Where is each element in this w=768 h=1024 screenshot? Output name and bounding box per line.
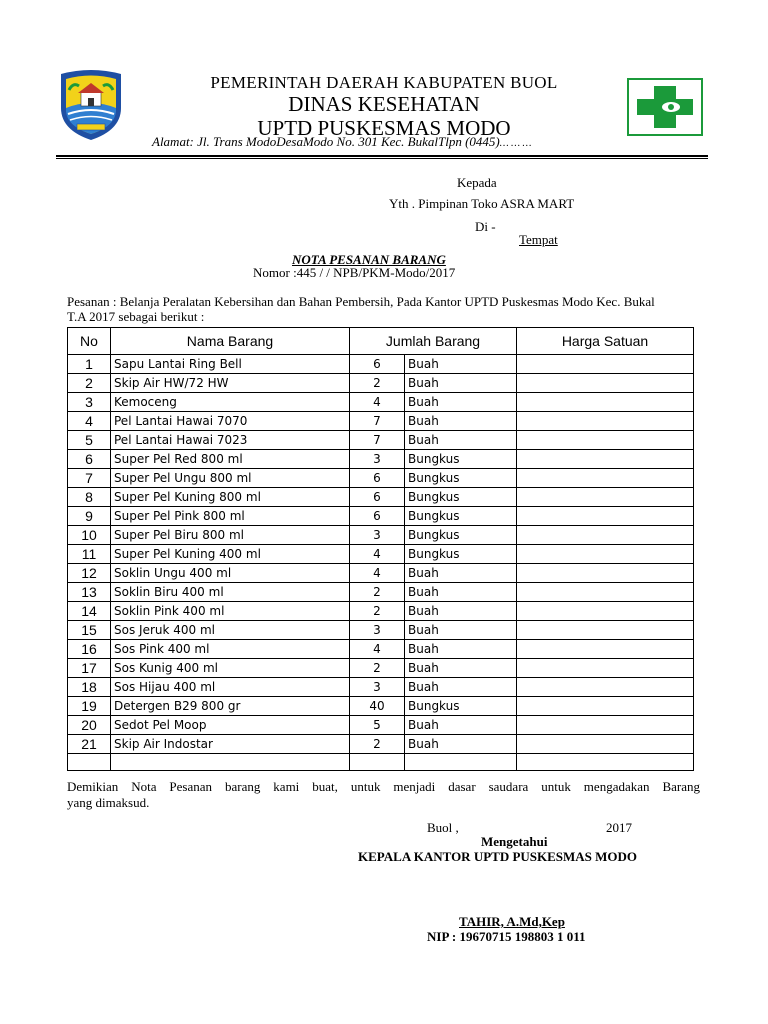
item-name: Super Pel Red 800 ml (111, 450, 350, 469)
item-name: Skip Air HW/72 HW (111, 374, 350, 393)
closing-paragraph (67, 779, 700, 811)
item-price (517, 488, 694, 507)
header-jumlah-barang: Jumlah Barang (350, 328, 517, 355)
header-harga-satuan: Harga Satuan (517, 328, 694, 355)
table-row (68, 697, 694, 716)
item-qty: 3 (350, 621, 405, 640)
item-name: Sos Jeruk 400 ml (111, 621, 350, 640)
table-row (68, 659, 694, 678)
item-unit: Buah (405, 716, 517, 735)
item-name: Soklin Ungu 400 ml (111, 564, 350, 583)
item-unit: Buah (405, 678, 517, 697)
item-qty: 2 (350, 374, 405, 393)
item-price (517, 583, 694, 602)
item-unit: Buah (405, 412, 517, 431)
item-qty: 2 (350, 583, 405, 602)
item-price (517, 545, 694, 564)
table-row (68, 355, 694, 374)
item-name: Sedot Pel Moop (111, 716, 350, 735)
item-price (517, 697, 694, 716)
table-row (68, 678, 694, 697)
header-no: No (68, 328, 111, 355)
item-unit: Bungkus (405, 469, 517, 488)
item-qty: 4 (350, 393, 405, 412)
table-row (68, 507, 694, 526)
item-no: 14 (68, 602, 111, 621)
item-name: Sos Pink 400 ml (111, 640, 350, 659)
item-qty: 5 (350, 716, 405, 735)
document-number: Nomor :445 / / NPB/PKM-Modo/2017 (253, 265, 456, 280)
item-no: 5 (68, 431, 111, 450)
header-address (152, 134, 531, 150)
table-row (68, 488, 694, 507)
item-no: 10 (68, 526, 111, 545)
item-no: 13 (68, 583, 111, 602)
item-qty: 2 (350, 735, 405, 754)
header-rule-thick (56, 155, 708, 157)
item-no: 8 (68, 488, 111, 507)
item-unit: Buah (405, 640, 517, 659)
item-price (517, 526, 694, 545)
item-unit: Buah (405, 393, 517, 412)
item-name: Super Pel Biru 800 ml (111, 526, 350, 545)
table-row (68, 412, 694, 431)
item-no: 11 (68, 545, 111, 564)
table-row (68, 393, 694, 412)
item-no: 6 (68, 450, 111, 469)
item-no: 1 (68, 355, 111, 374)
item-price (517, 431, 694, 450)
kepada-label: Kepada (457, 175, 497, 190)
tempat-text: Tempat (519, 232, 558, 247)
item-unit: Buah (405, 621, 517, 640)
table-row (68, 469, 694, 488)
table-row (68, 431, 694, 450)
item-no: 17 (68, 659, 111, 678)
item-price (517, 393, 694, 412)
item-qty: 3 (350, 526, 405, 545)
item-unit: Buah (405, 355, 517, 374)
item-unit: Bungkus (405, 526, 517, 545)
item-price (517, 716, 694, 735)
item-unit: Buah (405, 735, 517, 754)
item-name: Pel Lantai Hawai 7023 (111, 431, 350, 450)
header-government: PEMERINTAH DAERAH KABUPATEN BUOL (210, 73, 558, 92)
item-unit: Bungkus (405, 488, 517, 507)
item-price (517, 621, 694, 640)
item-unit: Bungkus (405, 545, 517, 564)
item-unit: Buah (405, 374, 517, 393)
item-price (517, 507, 694, 526)
empty-cell (68, 754, 111, 771)
item-price (517, 450, 694, 469)
item-qty: 4 (350, 564, 405, 583)
item-no: 15 (68, 621, 111, 640)
item-qty: 3 (350, 678, 405, 697)
item-price (517, 374, 694, 393)
item-price (517, 412, 694, 431)
signature-place: Buol , (427, 820, 459, 835)
table-row (68, 602, 694, 621)
item-unit: Bungkus (405, 507, 517, 526)
header-rule-thin (56, 158, 708, 159)
table-row (68, 564, 694, 583)
item-name: Detergen B29 800 gr (111, 697, 350, 716)
item-no: 3 (68, 393, 111, 412)
header-department: DINAS KESEHATAN (288, 92, 480, 116)
signature-nip: NIP : 19670715 198803 1 011 (427, 929, 586, 944)
table-row (68, 640, 694, 659)
item-name: Sos Hijau 400 ml (111, 678, 350, 697)
items-table (67, 327, 694, 771)
item-price (517, 678, 694, 697)
item-qty: 6 (350, 355, 405, 374)
table-header-row (68, 328, 694, 355)
item-qty: 3 (350, 450, 405, 469)
table-row (68, 526, 694, 545)
item-price (517, 355, 694, 374)
item-name: Sapu Lantai Ring Bell (111, 355, 350, 374)
item-price (517, 659, 694, 678)
item-price (517, 735, 694, 754)
item-no: 4 (68, 412, 111, 431)
item-no: 16 (68, 640, 111, 659)
empty-cell (111, 754, 350, 771)
item-name: Skip Air Indostar (111, 735, 350, 754)
table-row (68, 545, 694, 564)
item-qty: 6 (350, 488, 405, 507)
address-dots: … … … (499, 138, 532, 149)
item-price (517, 564, 694, 583)
item-unit: Buah (405, 564, 517, 583)
item-no: 9 (68, 507, 111, 526)
empty-cell (405, 754, 517, 771)
item-unit: Buah (405, 659, 517, 678)
table-row (68, 374, 694, 393)
item-name: Super Pel Pink 800 ml (111, 507, 350, 526)
item-qty: 6 (350, 507, 405, 526)
document-title-text: NOTA PESANAN BARANG (292, 252, 446, 267)
item-unit: Bungkus (405, 697, 517, 716)
signature-office: KEPALA KANTOR UPTD PUSKESMAS MODO (358, 849, 638, 864)
signature-year: 2017 (606, 820, 632, 835)
intro-line-2: T.A 2017 sebagai berikut : (67, 309, 205, 324)
item-name: Sos Kunig 400 ml (111, 659, 350, 678)
item-name: Kemoceng (111, 393, 350, 412)
item-name: Pel Lantai Hawai 7070 (111, 412, 350, 431)
puskesmas-cross-icon (627, 78, 703, 136)
item-qty: 40 (350, 697, 405, 716)
table-row (68, 583, 694, 602)
item-no: 18 (68, 678, 111, 697)
signature-mengetahui: Mengetahui (481, 834, 548, 849)
item-unit: Buah (405, 583, 517, 602)
item-name: Soklin Pink 400 ml (111, 602, 350, 621)
item-qty: 4 (350, 640, 405, 659)
item-qty: 4 (350, 545, 405, 564)
item-price (517, 602, 694, 621)
item-no: 12 (68, 564, 111, 583)
item-name: Super Pel Kuning 800 ml (111, 488, 350, 507)
empty-cell (517, 754, 694, 771)
table-body (68, 355, 694, 771)
di-line: Di - (475, 219, 496, 234)
item-no: 7 (68, 469, 111, 488)
item-qty: 6 (350, 469, 405, 488)
item-unit: Buah (405, 602, 517, 621)
tempat-line (519, 232, 558, 248)
address-text: Alamat: Jl. Trans ModoDesaModo No. 301 Kec. BukalTlpn (0445) (152, 134, 500, 149)
signature-name (459, 914, 565, 930)
item-unit: Bungkus (405, 450, 517, 469)
table-row-empty (68, 754, 694, 771)
item-name: Super Pel Kuning 400 ml (111, 545, 350, 564)
item-no: 2 (68, 374, 111, 393)
item-qty: 7 (350, 412, 405, 431)
item-no: 19 (68, 697, 111, 716)
closing-line-1: Demikian Nota Pesanan barang kami buat, untuk menjadi dasar saudara untuk mengadakan Barang (67, 779, 700, 794)
closing-line-2: yang dimaksud. (67, 795, 150, 810)
table-row (68, 716, 694, 735)
item-name: Soklin Biru 400 ml (111, 583, 350, 602)
empty-cell (350, 754, 405, 771)
buol-regency-emblem-icon (57, 68, 125, 142)
recipient-line: Yth . Pimpinan Toko ASRA MART (389, 196, 575, 211)
item-qty: 2 (350, 659, 405, 678)
item-qty: 7 (350, 431, 405, 450)
table-row (68, 621, 694, 640)
item-no: 21 (68, 735, 111, 754)
header-office: UPTD PUSKESMAS MODO (257, 116, 511, 140)
item-name: Super Pel Ungu 800 ml (111, 469, 350, 488)
item-no: 20 (68, 716, 111, 735)
item-price (517, 640, 694, 659)
item-price (517, 469, 694, 488)
intro-line-1: Pesanan : Belanja Peralatan Kebersihan dan Bahan Pembersih, Pada Kantor UPTD Puskesmas Modo Kec. Bukal (67, 294, 655, 309)
table-row (68, 450, 694, 469)
table-row (68, 735, 694, 754)
item-unit: Buah (405, 431, 517, 450)
signature-name-text: TAHIR, A.Md,Kep (459, 914, 565, 929)
item-qty: 2 (350, 602, 405, 621)
header-nama-barang: Nama Barang (111, 328, 350, 355)
